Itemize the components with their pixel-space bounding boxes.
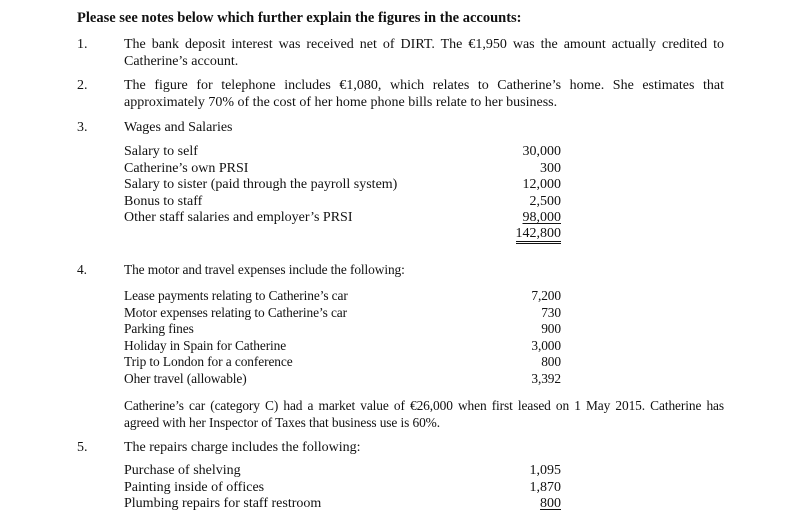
row-label: Lease payments relating to Catherine’s car	[124, 288, 348, 303]
row-amount: 3,392	[531, 370, 561, 386]
note-number: 3.	[77, 120, 88, 135]
row-label: Oher travel (allowable)	[124, 370, 247, 386]
row-label: Motor expenses relating to Catherine’s car	[124, 304, 347, 320]
row-label: Purchase of shelving	[124, 463, 241, 478]
row-label: Salary to self	[124, 144, 198, 159]
row-amount: 800	[541, 354, 561, 370]
table-row	[124, 480, 561, 497]
wages-table	[124, 144, 561, 244]
row-label: Plumbing repairs for staff restroom	[124, 496, 322, 512]
note-number: 4.	[77, 262, 87, 277]
note-number: 2.	[77, 78, 88, 93]
row-label: Other staff salaries and employer’s PRSI	[124, 210, 353, 226]
motor-travel-table	[124, 288, 561, 388]
row-amount: 12,000	[522, 177, 561, 193]
row-label: Holiday in Spain for Catherine	[124, 337, 287, 353]
table-row	[124, 463, 561, 480]
page-heading: Please see notes below which further explain the figures in the accounts:	[77, 10, 522, 26]
table-row	[124, 210, 561, 227]
row-amount: 7,200	[531, 288, 561, 303]
row-amount: 98,000	[522, 210, 561, 226]
table-row	[124, 305, 561, 322]
table-row	[124, 161, 561, 178]
table-row	[124, 177, 561, 194]
row-amount: 1,095	[529, 463, 561, 478]
row-amount: 800	[540, 496, 561, 512]
note-1-text: The bank deposit interest was received net of DIRT. The €1,950 was the amount actually credited to Catherine’s account.	[124, 37, 724, 69]
table-row	[124, 354, 561, 371]
note-number: 5.	[77, 440, 88, 455]
row-amount: 1,870	[529, 479, 561, 495]
row-label: Painting inside of offices	[124, 479, 265, 495]
row-label: Salary to sister (paid through the payroll system)	[124, 177, 398, 193]
note-2-text: The figure for telephone includes €1,080, which relates to Catherine’s home. She estimates that approximately 70% of the cost of her home phone bills relate to her business.	[124, 78, 724, 110]
note-5-title: The repairs charge includes the following:	[124, 440, 361, 455]
row-amount: 3,000	[531, 337, 561, 353]
table-row	[124, 288, 561, 305]
repairs-table	[124, 463, 561, 513]
table-row	[124, 144, 561, 161]
row-amount: 300	[540, 160, 561, 176]
row-amount: 30,000	[522, 144, 561, 159]
row-label: Bonus to staff	[124, 193, 203, 209]
table-row	[124, 194, 561, 211]
row-amount: 900	[541, 321, 561, 337]
row-amount: 2,500	[529, 193, 561, 209]
total-row	[124, 227, 561, 244]
note-3-title: Wages and Salaries	[124, 120, 233, 135]
table-row	[124, 321, 561, 338]
note-number: 1.	[77, 37, 88, 52]
row-label: Trip to London for a conference	[124, 354, 293, 370]
note-4-footnote: Catherine’s car (category C) had a market value of €26,000 when first leased on 1 May 2015. Catherine has agreed with her Inspector of Taxes that business use is 60%.	[124, 398, 724, 430]
note-4-title: The motor and travel expenses include the following:	[124, 262, 405, 277]
row-label: Catherine’s own PRSI	[124, 160, 249, 176]
total-amount: 142,800	[516, 227, 562, 244]
table-row	[124, 371, 561, 388]
table-row	[124, 496, 561, 513]
row-label: Parking fines	[124, 321, 194, 337]
table-row	[124, 338, 561, 355]
row-amount: 730	[541, 304, 561, 320]
